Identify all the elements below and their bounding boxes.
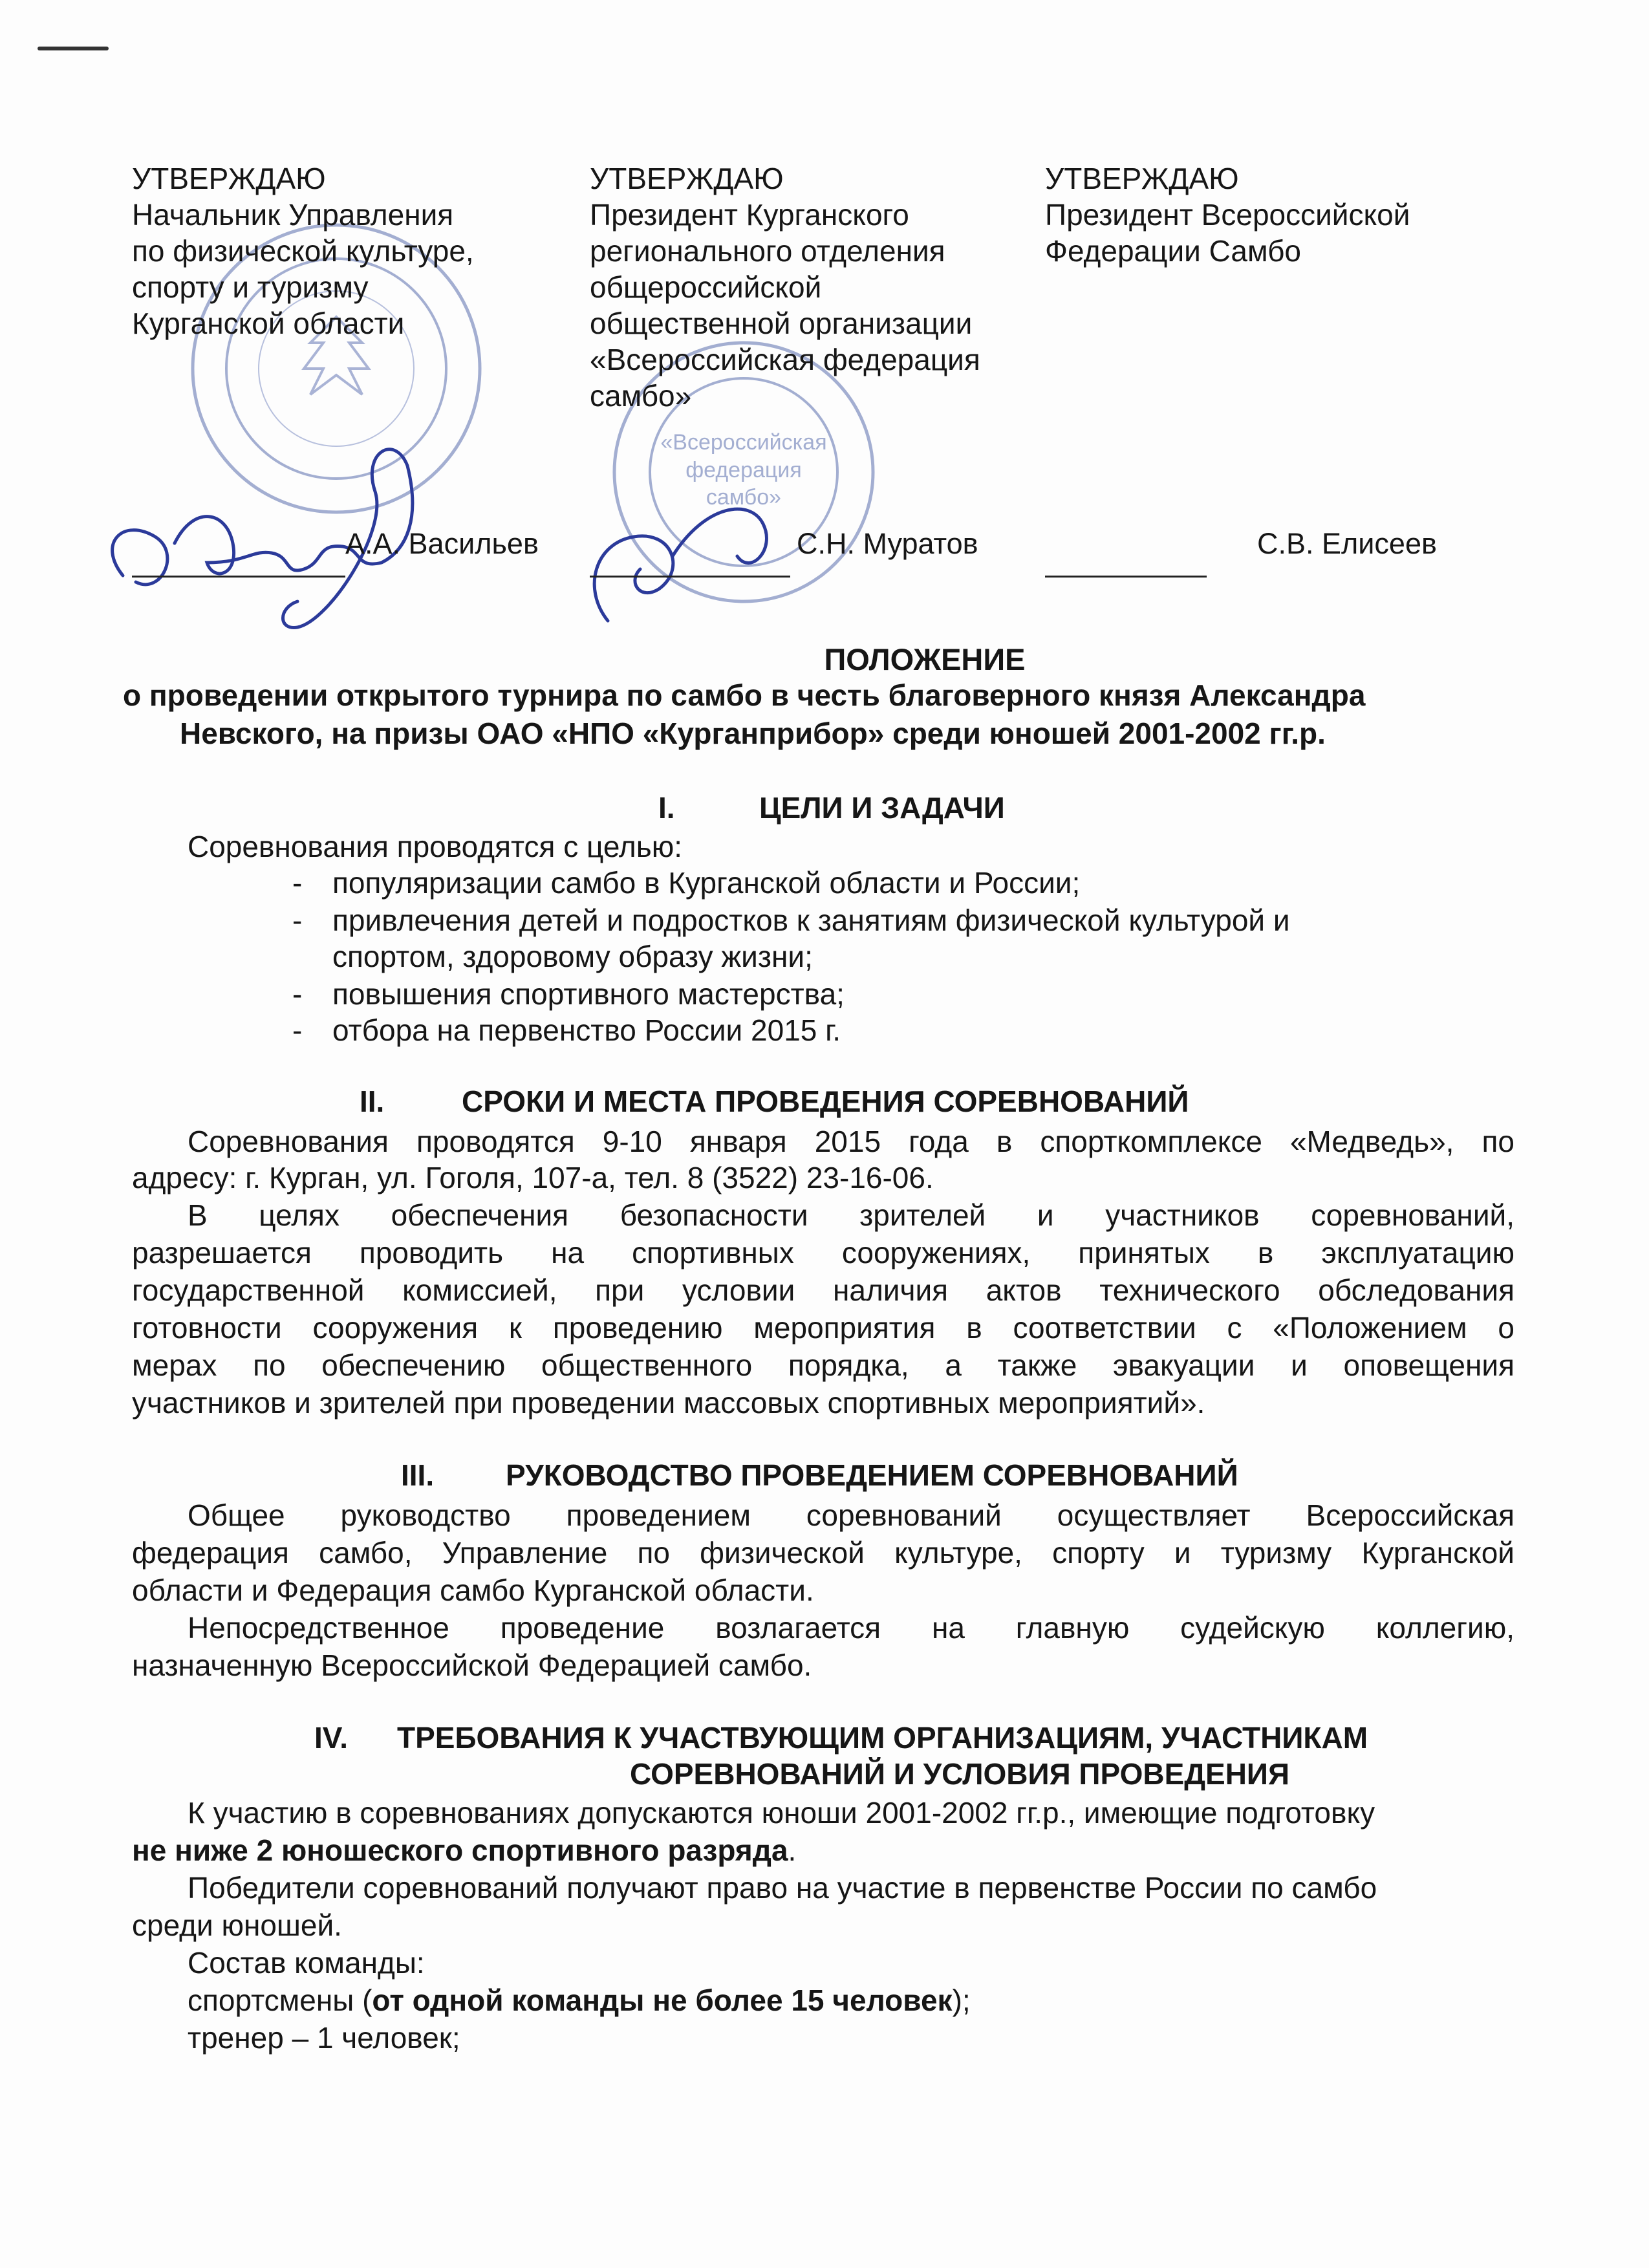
section-number: II. bbox=[360, 1085, 385, 1118]
approval-block-2 bbox=[590, 160, 980, 414]
bullet-item: популяризации самбо в Курганской области и России; bbox=[332, 866, 1081, 900]
paragraph-line: среди юношей. bbox=[132, 1908, 342, 1942]
signature-line bbox=[132, 576, 345, 578]
punctuation: . bbox=[788, 1833, 797, 1867]
section-number: III. bbox=[401, 1458, 435, 1492]
paragraph-line: мерах по обеспечению общественного порядка, а также эвакуации и оповещения bbox=[132, 1348, 1514, 1382]
approval-line: Начальник Управления bbox=[132, 198, 454, 232]
bullet-item: привлечения детей и подростков к занятиям физической культурой и bbox=[332, 903, 1290, 937]
scan-mark bbox=[38, 47, 109, 50]
approval-block-1 bbox=[132, 160, 474, 341]
section-title-continued: СОРЕВНОВАНИЙ И УСЛОВИЯ ПРОВЕДЕНИЯ bbox=[630, 1757, 1290, 1791]
signature-line bbox=[1045, 576, 1207, 578]
emphasis-text: от одной команды не более 15 человек bbox=[372, 1983, 953, 2017]
paragraph-line: Соревнования проводятся с целью: bbox=[188, 830, 682, 863]
paragraph-line: К участию в соревнованиях допускаются юноши 2001-2002 гг.р., имеющие подготовку bbox=[188, 1796, 1375, 1830]
paragraph-line: Победители соревнований получают право на участие в первенстве России по самбо bbox=[188, 1871, 1377, 1905]
approval-line: Федерации Самбо bbox=[1045, 234, 1302, 268]
paragraph-line: участников и зрителей при проведении массовых спортивных мероприятий». bbox=[132, 1386, 1205, 1420]
approval-heading: УТВЕРЖДАЮ bbox=[590, 162, 784, 195]
bullet-mark: - bbox=[292, 1013, 303, 1047]
paragraph-line: В целях обеспечения безопасности зрителей и участников соревнований, bbox=[188, 1198, 1514, 1232]
signature-line bbox=[590, 576, 790, 578]
approval-line: по физической культуре, bbox=[132, 234, 474, 268]
paragraph-line: назначенную Всероссийской Федерацией самбо. bbox=[132, 1648, 812, 1682]
approval-line: общероссийской bbox=[590, 270, 822, 304]
approval-line: спорту и туризму bbox=[132, 270, 369, 304]
svg-text:федерация: федерация bbox=[685, 458, 802, 482]
emphasis-text: не ниже 2 юношеского спортивного разряда bbox=[132, 1833, 788, 1867]
approval-line: «Всероссийская федерация bbox=[590, 343, 980, 376]
approval-heading: УТВЕРЖДАЮ bbox=[132, 162, 326, 195]
document-title: ПОЛОЖЕНИЕ bbox=[824, 642, 1026, 676]
paragraph-line bbox=[132, 1833, 796, 1868]
approval-heading: УТВЕРЖДАЮ bbox=[1045, 162, 1239, 195]
bullet-item: повышения спортивного мастерства; bbox=[332, 977, 845, 1011]
bullet-mark: - bbox=[292, 866, 303, 900]
paragraph-line: области и Федерация самбо Курганской области. bbox=[132, 1573, 814, 1607]
document-subtitle-line2: Невского, на призы ОАО «НПО «Курганприбор» среди юношей 2001-2002 гг.р. bbox=[180, 717, 1326, 750]
text: ); bbox=[952, 1983, 971, 2017]
text: спортсмены ( bbox=[188, 1983, 372, 2017]
section-title: РУКОВОДСТВО ПРОВЕДЕНИЕМ СОРЕВНОВАНИЙ bbox=[506, 1458, 1238, 1492]
bullet-item-continued: спортом, здоровому образу жизни; bbox=[332, 940, 813, 973]
paragraph-line: Общее руководство проведением соревнований осуществляет Всероссийская bbox=[188, 1498, 1514, 1532]
paragraph-line: тренер – 1 человек; bbox=[188, 2021, 460, 2055]
approval-line: Курганской области bbox=[132, 307, 405, 340]
paragraph-line: Соревнования проводятся 9-10 января 2015 года в спорткомплексе «Медведь», по bbox=[188, 1125, 1514, 1158]
section-title: ТРЕБОВАНИЯ К УЧАСТВУЮЩИМ ОРГАНИЗАЦИЯМ, УЧАСТНИКАМ bbox=[397, 1721, 1368, 1755]
paragraph-line: адресу: г. Курган, ул. Гоголя, 107-а, тел. 8 (3522) 23-16-06. bbox=[132, 1161, 934, 1194]
approval-line: самбо» bbox=[590, 379, 692, 413]
bullet-mark: - bbox=[292, 903, 303, 937]
paragraph-line bbox=[188, 1983, 971, 2018]
svg-text:самбо»: самбо» bbox=[706, 485, 782, 510]
paragraph-line: Состав команды: bbox=[188, 1946, 425, 1980]
approval-line: регионального отделения bbox=[590, 234, 945, 268]
signer-name: С.В. Елисеев bbox=[1257, 527, 1437, 560]
section-title: ЦЕЛИ И ЗАДАЧИ bbox=[759, 791, 1005, 825]
paragraph-line: готовности сооружения к проведению мероприятия в соответствии с «Положением о bbox=[132, 1311, 1514, 1345]
bullet-item: отбора на первенство России 2015 г. bbox=[332, 1013, 841, 1047]
svg-text:«Всероссийская: «Всероссийская bbox=[660, 430, 827, 455]
bullet-mark: - bbox=[292, 977, 303, 1011]
signer-name: А.А. Васильев bbox=[345, 527, 539, 560]
document-subtitle-line1: о проведении открытого турнира по самбо в честь благоверного князя Александра bbox=[123, 678, 1366, 712]
paragraph-line: разрешается проводить на спортивных сооружениях, принятых в эксплуатацию bbox=[132, 1236, 1514, 1269]
signer-name: С.Н. Муратов bbox=[797, 527, 978, 560]
paragraph-line: федерация самбо, Управление по физической культуре, спорту и туризму Курганской bbox=[132, 1536, 1514, 1570]
section-title: СРОКИ И МЕСТА ПРОВЕДЕНИЯ СОРЕВНОВАНИЙ bbox=[462, 1085, 1189, 1118]
approval-line: общественной организации bbox=[590, 307, 973, 340]
approval-line: Президент Курганского bbox=[590, 198, 909, 232]
approval-line: Президент Всероссийской bbox=[1045, 198, 1410, 232]
approval-block-3 bbox=[1045, 160, 1410, 269]
paragraph-line: Непосредственное проведение возлагается на главную судейскую коллегию, bbox=[188, 1611, 1514, 1645]
section-number: IV. bbox=[314, 1721, 349, 1755]
paragraph-line: государственной комиссией, при условии наличия актов технического обследования bbox=[132, 1273, 1514, 1307]
section-number: I. bbox=[658, 791, 675, 825]
